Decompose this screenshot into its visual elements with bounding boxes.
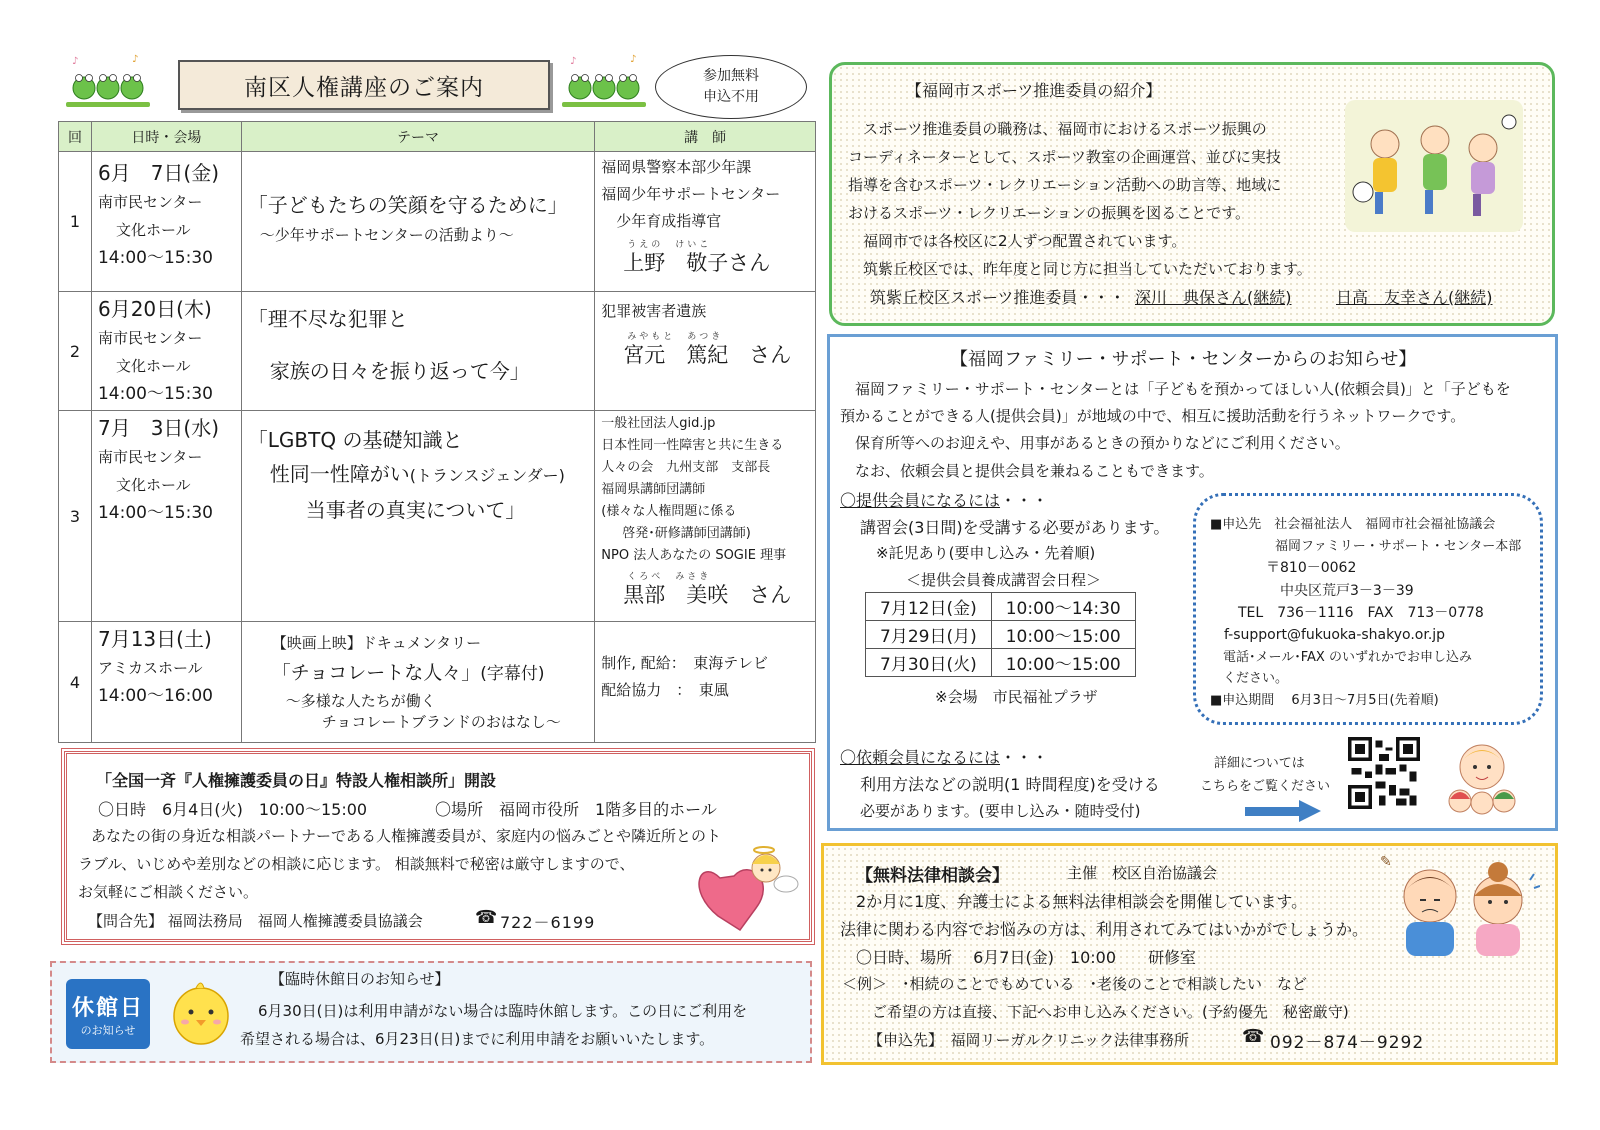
header-no: 回 — [59, 122, 92, 152]
table-row — [866, 621, 1136, 649]
session-venue-hall: 文化ホール — [115, 221, 191, 239]
table-row — [59, 152, 816, 292]
family-title: 【福岡ファミリー・サポート・センターからのお知らせ】 — [950, 349, 1417, 370]
table-row — [59, 411, 816, 622]
family-para-1: 福岡ファミリー・サポート・センターとは「子どもを預かってほしい人(依頼会員)」と「子どもを — [840, 380, 1511, 398]
free-line-2: 申込不用 — [703, 89, 759, 105]
human-rights-title: 「全国一斉『人権擁護委員の日』特設人権相談所」開設 — [96, 771, 497, 790]
provider-line-1: 講習会(3日間)を受講する必要があります。 — [860, 518, 1170, 537]
theme-subtitle: ～多様な人たちが働く — [285, 692, 436, 710]
session-venue: 南市民センター — [97, 329, 203, 347]
human-rights-body-2: ラブル、いじめや差別などの相談に応じます。 相談無料で秘密は厳守しますので、 — [78, 855, 635, 873]
session-venue: アミカスホール — [97, 659, 203, 677]
sports-para-6: 筑紫丘校区では、昨年度と同じ方に担当していただいております。 — [848, 260, 1312, 278]
theme-title-part: 性同一性障がい — [269, 462, 410, 486]
lecturer-ruby: うえの けいこ — [627, 240, 712, 250]
sports-para-1: スポーツ推進委員の職務は、福岡市におけるスポーツ振興の — [848, 120, 1267, 138]
contact-email: f-support@fukuoka-shakyo.or.jp — [1210, 627, 1446, 643]
free-admission-badge — [655, 55, 807, 119]
human-rights-phone: 722－6199 — [500, 913, 596, 932]
contact-line: ください。 — [1210, 671, 1289, 686]
lecturer-name: 宮元 篤紀 さん — [623, 343, 792, 367]
contact-line: 中央区荒戸3－3－39 — [1210, 583, 1414, 599]
session-venue: 南市民センター — [97, 448, 203, 466]
table-row — [866, 593, 1136, 621]
closed-day-badge — [66, 979, 150, 1049]
legal-para-2: 法律に関わる内容でお悩みの方は、利用されてみてはいかがでしょうか。 — [840, 920, 1369, 939]
schedule-venue: ※会場 市民福祉プラザ — [935, 688, 1098, 706]
session-datetime — [91, 622, 241, 743]
session-venue-hall: 文化ホール — [115, 476, 191, 494]
closed-day-badge-text: 休館日 — [71, 995, 144, 1021]
lecturer-ruby: くろべ みさき — [627, 572, 712, 582]
session-time: 14:00～15:30 — [97, 248, 213, 268]
human-rights-body-1: あなたの街の身近な相談パートナーである人権擁護委員が、家庭内の悩みごとや隣近所とのト — [76, 827, 722, 845]
lecturer-affiliation: 一般社団法人gid.jp — [601, 416, 716, 431]
family-para-2: 預かることができる人(提供会員)」が地域の中で、相互に援助活動を行うネットワークです。 — [840, 407, 1466, 425]
chick-illustration — [168, 978, 234, 1048]
session-venue-hall: 文化ホール — [115, 357, 191, 375]
theme-title-note: (字幕付) — [480, 664, 545, 684]
session-theme — [241, 292, 594, 411]
header-datetime: 日時・会場 — [91, 122, 241, 152]
theme-title: 「LGBTQ の基礎知識と — [247, 428, 463, 452]
header-theme: テーマ — [241, 122, 594, 152]
frog-illustration-right — [558, 50, 650, 110]
provider-heading — [840, 488, 1048, 511]
table-header-row — [59, 122, 816, 152]
theme-subtitle: ～少年サポートセンターの活動より～ — [259, 226, 514, 244]
session-time: 14:00～15:30 — [97, 384, 213, 404]
legal-host: 主催 校区自治協議会 — [1067, 864, 1218, 882]
session-lecturer — [595, 292, 816, 411]
contact-line: TEL 736－1116 FAX 713－0778 — [1210, 605, 1484, 621]
session-lecturer — [595, 152, 816, 292]
schedule-time: 10:00～15:00 — [991, 621, 1135, 649]
requester-line-1: 利用方法などの説明(1 時間程度)を受ける — [860, 775, 1160, 794]
family-illustration — [1438, 737, 1526, 819]
theme-tag: 【映画上映】ドキュメンタリー — [271, 634, 482, 652]
lecturer-name: 黒部 美咲 さん — [623, 583, 792, 607]
schedule-title: ＜提供会員養成講習会日程＞ — [906, 571, 1102, 589]
theme-title-line3: 当事者の真実について」 — [305, 498, 526, 522]
closure-line-1: 6月30日(日)は利用申請がない場合は臨時休館します。この日にご利用を — [258, 1002, 748, 1020]
provider-heading-dots: ・・・ — [1000, 491, 1049, 510]
lecturer-affiliation: 人々の会 九州支部 支部長 — [601, 460, 771, 475]
legal-para-4: ＜例＞ ･相続のことでもめている ･老後のことで相談したい など — [842, 975, 1308, 993]
free-line-1: 参加無料 — [703, 68, 759, 84]
theme-title: 「子どもたちの笑顔を守るために」 — [247, 193, 568, 217]
session-theme — [241, 411, 594, 622]
session-number: 2 — [59, 292, 92, 411]
table-row — [59, 292, 816, 411]
sports-para-4: おけるスポーツ・レクリエーションの振興を図ることです。 — [848, 204, 1251, 222]
svg-text:♪: ♪ — [72, 56, 79, 67]
lecturer-name: 上野 敬子さん — [623, 251, 771, 275]
right-arrow-icon — [1245, 798, 1323, 824]
training-schedule-table — [865, 592, 1136, 677]
session-date: 7月 3日(水) — [97, 416, 220, 440]
theme-title-line2 — [248, 457, 588, 493]
qr-code-icon[interactable] — [1348, 737, 1420, 809]
provider-heading-text: 〇提供会員になるには — [840, 491, 1001, 510]
session-datetime — [91, 292, 241, 411]
contact-line: ■申込先 社会福祉法人 福岡市社会福祉協議会 — [1210, 517, 1496, 532]
table-row — [866, 649, 1136, 677]
lecturer-affiliation: (様々な人権問題に係る — [601, 504, 737, 519]
schedule-date: 7月29日(月) — [866, 621, 992, 649]
legal-para-3: 〇日時、場所 6月7日(金) 10:00 研修室 — [840, 948, 1197, 967]
theme-title-note: (トランスジェンダー) — [409, 466, 565, 485]
sports-people-illustration — [1345, 100, 1523, 232]
closed-day-badge-sub: のお知らせ — [80, 1023, 136, 1037]
session-theme — [241, 622, 594, 743]
header-lecturer: 講 師 — [595, 122, 816, 152]
legal-title: 【無料法律相談会】 — [856, 866, 1009, 886]
provider-line-2: ※託児あり(要申し込み・先着順) — [876, 544, 1096, 562]
lecture-title: 南区人権講座のご案内 — [178, 60, 550, 110]
sports-para-5: 福岡市では各校区に2人ずつ配置されています。 — [848, 232, 1187, 250]
theme-title-line2: 家族の日々を振り返って今」 — [269, 359, 530, 383]
svg-text:♪: ♪ — [570, 56, 577, 67]
theme-subtitle-line2: チョコレートブランドのおはなし～ — [321, 713, 561, 731]
sports-title: 【福岡市スポーツ推進委員の紹介】 — [906, 81, 1162, 100]
theme-title: 「理不尽な犯罪と — [247, 307, 408, 331]
session-time: 14:00～15:30 — [97, 503, 213, 523]
session-venue: 南市民センター — [97, 193, 203, 211]
closure-line-2: 希望される場合は、6月23日(日)までに利用申請をお願いいたします。 — [240, 1030, 715, 1048]
requester-heading — [840, 745, 1048, 768]
lecturer-affiliation: 啓発･研修講師団講師) — [609, 526, 751, 541]
frog-illustration-left — [62, 50, 154, 110]
sports-member-1: 深川 典保さん(継続) — [1135, 288, 1292, 307]
legal-para-5: ご希望の方は直接、下記へお申し込みください。(予約優先 秘密厳守) — [842, 1003, 1349, 1021]
session-lecturer — [595, 622, 816, 743]
human-rights-when: 〇日時 6月4日(火) 10:00～15:00 — [98, 800, 368, 819]
lecturer-affiliation: NPO 法人あなたの SOGIE 理事 — [601, 548, 787, 563]
lecturer-affiliation: 制作, 配給： 東海テレビ — [601, 654, 769, 672]
lecturer-ruby: みやもと あつき — [627, 332, 724, 342]
human-rights-contact: 【問合先】 福岡法務局 福岡人権擁護委員協議会 — [88, 912, 423, 930]
svg-text:♪: ♪ — [132, 54, 139, 65]
svg-text:✎: ✎ — [1380, 854, 1392, 870]
contact-line: ■申込期間 6月3日～7月5日(先着順) — [1210, 693, 1439, 708]
phone-icon: ☎ — [475, 907, 498, 928]
session-time: 14:00～16:00 — [97, 686, 213, 706]
legal-contact: 【申込先】 福岡リーガルクリニック法律事務所 — [868, 1031, 1190, 1049]
lecturer-affiliation: 福岡県講師団講師 — [601, 482, 706, 497]
lecturer-affiliation: 福岡県警察本部少年課 — [601, 158, 752, 176]
session-date: 6月 7日(金) — [97, 161, 220, 185]
session-number: 1 — [59, 152, 92, 292]
session-date: 6月20日(木) — [97, 297, 212, 321]
table-row — [59, 622, 816, 743]
angel-heart-illustration — [690, 838, 802, 938]
contact-line: 電話･メール･FAX のいずれかでお申し込み — [1210, 650, 1472, 665]
session-theme — [241, 152, 594, 292]
worried-people-illustration — [1380, 852, 1540, 958]
session-date: 7月13日(土) — [97, 627, 212, 651]
sports-members-label: 筑紫丘校区スポーツ推進委員・・・ — [870, 288, 1126, 307]
qr-note-1: 詳細については — [1214, 756, 1305, 771]
sports-para-2: コーディネーターとして、スポーツ教室の企画運営、並びに実技 — [848, 148, 1281, 166]
family-para-4: なお、依頼会員と提供会員を兼ねることもできます。 — [840, 462, 1214, 480]
lecturer-affiliation: 少年育成指導官 — [601, 212, 722, 230]
family-para-3: 保育所等へのお迎えや、用事があるときの預かりなどにご利用ください。 — [840, 434, 1350, 452]
requester-heading-text: 〇依頼会員になるには — [840, 748, 1001, 767]
requester-heading-dots: ・・・ — [1000, 748, 1049, 767]
closure-title: 【臨時休館日のお知らせ】 — [270, 970, 450, 988]
lecturer-affiliation: 福岡少年サポートセンター — [601, 185, 781, 203]
phone-icon: ☎ — [1242, 1026, 1265, 1047]
schedule-time: 10:00～15:00 — [991, 649, 1135, 677]
contact-line: 〒810－0062 — [1210, 560, 1357, 576]
session-lecturer — [595, 411, 816, 622]
session-datetime — [91, 152, 241, 292]
qr-note-2: こちらをご覧ください — [1200, 779, 1331, 794]
theme-title — [272, 656, 588, 691]
sports-member-2: 日高 友幸さん(継続) — [1336, 288, 1493, 307]
session-number: 3 — [59, 411, 92, 622]
lecture-table — [58, 121, 816, 743]
theme-title-part: 「チョコレートな人々」 — [271, 662, 481, 684]
requester-line-2: 必要があります。(要申し込み・随時受付) — [860, 802, 1141, 820]
lecturer-affiliation: 日本性同一性障害と共に生きる — [601, 438, 784, 453]
schedule-date: 7月30日(火) — [866, 649, 992, 677]
human-rights-body-3: お気軽にご相談ください。 — [78, 883, 259, 901]
lecturer-affiliation: 配給協力 ： 東風 — [601, 681, 729, 699]
legal-phone: 092－874－9292 — [1270, 1033, 1425, 1053]
session-datetime — [91, 411, 241, 622]
lecturer-affiliation: 犯罪被害者遺族 — [601, 302, 707, 320]
session-number: 4 — [59, 622, 92, 743]
sports-para-3: 指導を含むスポーツ・レクリエーション活動への助言等、地域に — [848, 176, 1282, 194]
human-rights-where: 〇場所 福岡市役所 1階多目的ホール — [435, 800, 717, 819]
contact-line: 福岡ファミリー・サポート・センター本部 — [1210, 539, 1522, 554]
schedule-time: 10:00～14:30 — [991, 593, 1135, 621]
svg-text:♪: ♪ — [630, 54, 637, 65]
legal-para-1: 2か月に1度、弁護士による無料法律相談会を開催しています。 — [840, 892, 1308, 911]
schedule-date: 7月12日(金) — [866, 593, 992, 621]
